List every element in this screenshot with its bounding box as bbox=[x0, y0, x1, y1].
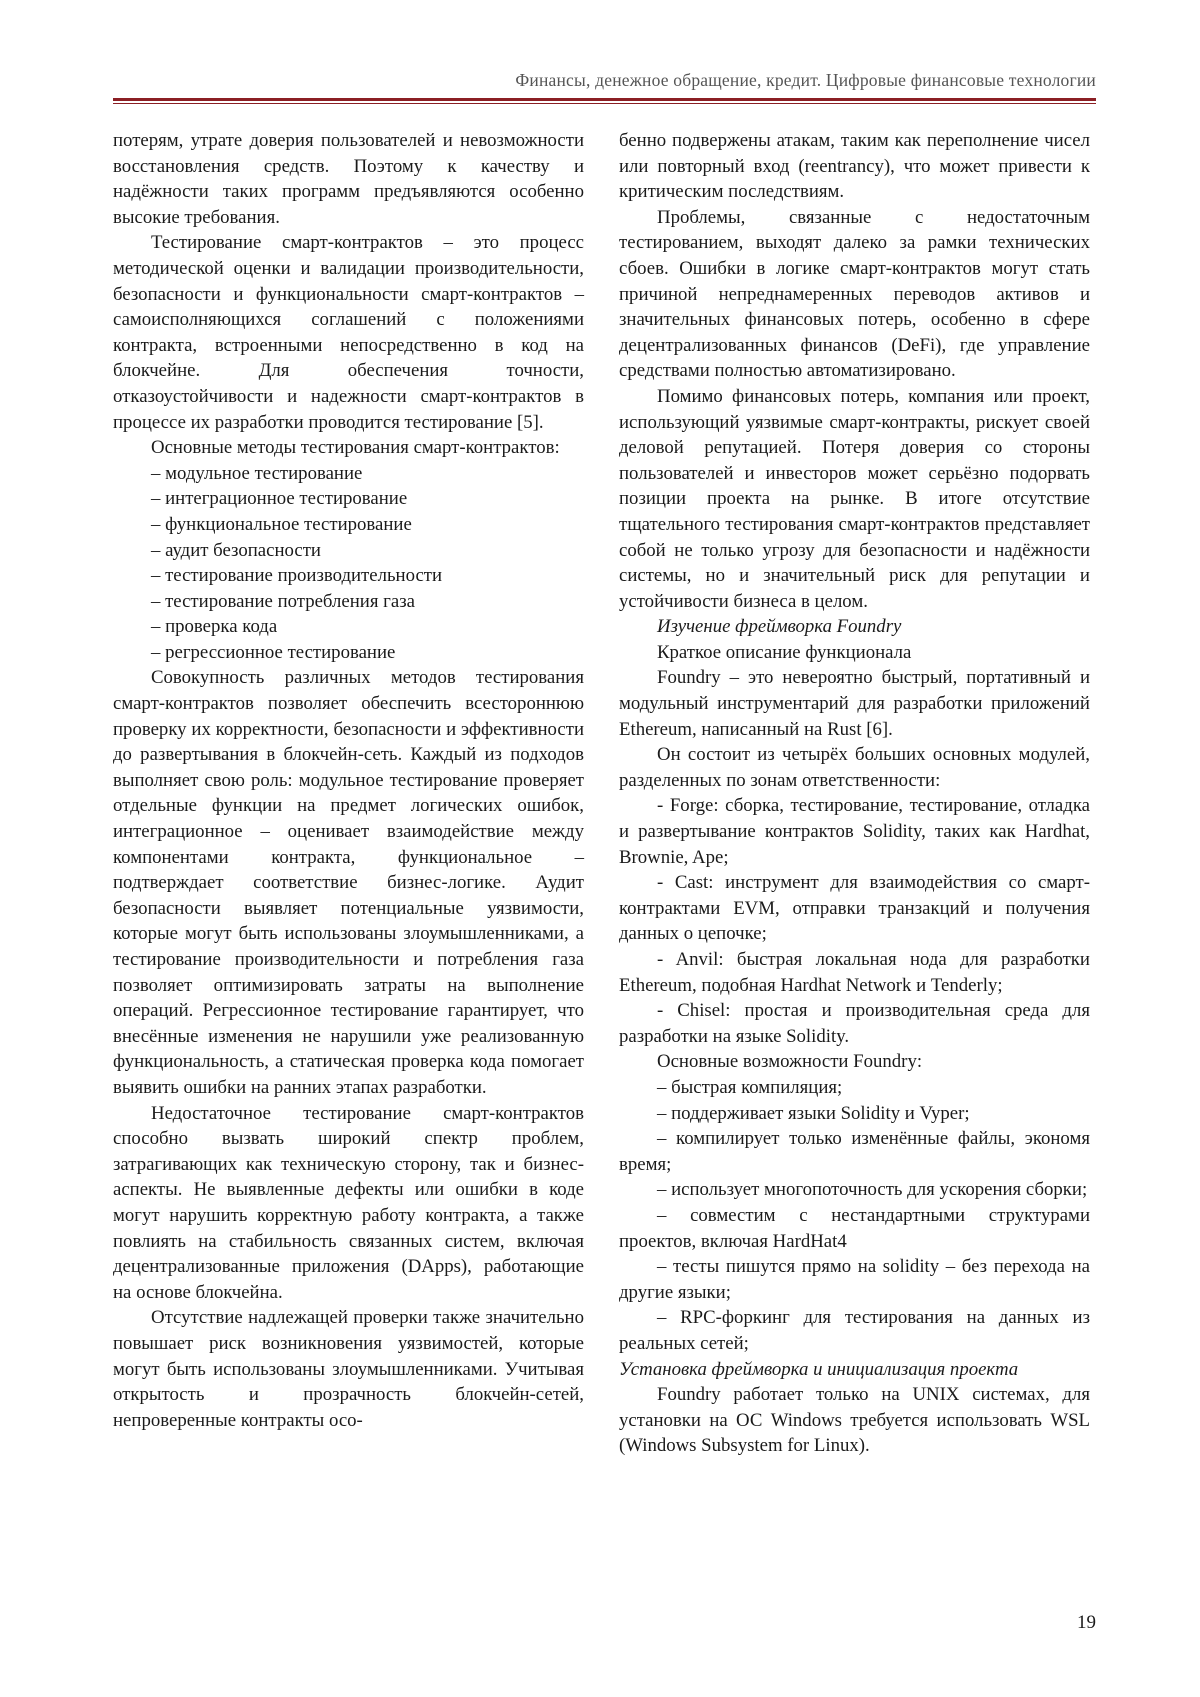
paragraph: – использует многопоточность для ускорения сборки; bbox=[657, 1179, 1088, 1201]
paragraph: - Cast: инструмент для взаимодействия со смарт-контрактами EVM, отправки транзакций и получения данных о цепочке; bbox=[619, 872, 1090, 945]
list-item: – модульное тестирование bbox=[151, 462, 363, 484]
paragraph: - Chisel: простая и производительная среда для разработки на языке Solidity. bbox=[619, 1000, 1090, 1047]
list-item: – тестирование производительности bbox=[151, 565, 443, 587]
paragraph: – поддерживает языки Solidity и Vyper; bbox=[657, 1102, 970, 1124]
list-item: – интеграционное тестирование bbox=[151, 488, 408, 510]
paragraph: Совокупность различных методов тестирования смарт-контрактов позволяет обеспечить всестороннюю проверку их корректности, безопасности и эффективности до развертывания в блокчейн-сеть. Каждый из подходов выполняет свою роль: модульное тестирование проверяет отдельные функции на предмет логических ошибок, интеграционное – оценивает взаимодействие между компонентами контракта, функциональное – подтверждает соответствие бизнес-логике. Аудит безопасности выявляет потенциальные уязвимости, которые могут быть использованы злоумышленниками, а тестирование производительности и потребления газа позволяет оптимизировать затраты на выполнение операций. Регрессионное тестирование гарантирует, что внесённые изменения не нарушили уже реализованную функциональность, а статическая проверка кода помогает выявить ошибки на ранних этапах разработки. bbox=[113, 667, 584, 1098]
paragraph: Он состоит из четырёх больших основных модулей, разделенных по зонам ответственности: bbox=[619, 744, 1090, 791]
running-header: Финансы, денежное обращение, кредит. Цифровые финансовые технологии bbox=[515, 70, 1096, 90]
paragraph: Foundry работает только на UNIX системах, для установки на ОС Windows требуется использовать WSL (Windows Subsystem for Linux). bbox=[619, 1384, 1090, 1457]
paragraph: потерям, утрате доверия пользователей и невозможности восстановления средств. Поэтому к качеству и надёжности таких программ предъявляются особенно высокие требования. bbox=[113, 130, 584, 228]
paragraph: - Forge: сборка, тестирование, тестирование, отладка и развертывание контрактов Solidity, таких как Hardhat, Brownie, Ape; bbox=[619, 795, 1090, 868]
paragraph: – совместим с нестандартными структурами проектов, включая HardHat4 bbox=[619, 1204, 1090, 1252]
paragraph: – компилирует только изменённые файлы, экономя время; bbox=[619, 1128, 1090, 1175]
header-rule-thick bbox=[113, 98, 1096, 101]
paragraph: Основные методы тестирования смарт-контрактов: bbox=[151, 437, 560, 459]
right-column bbox=[619, 128, 1090, 1459]
section-heading: Установка фреймворка и инициализация проекта bbox=[619, 1358, 1019, 1380]
list-item: – функциональное тестирование bbox=[151, 513, 412, 535]
paragraph: Недостаточное тестирование смарт-контрактов способно вызвать широкий спектр проблем, затрагивающих как техническую сторону, так и бизнес-аспекты. Не выявленные дефекты или ошибки в коде могут нарушить корректную работу контракта, а также повлиять на стабильность связанных систем, включая децентрализованные приложения (DApps), работающие на основе блокчейна. bbox=[113, 1102, 584, 1303]
paragraph: – RPC-форкинг для тестирования на данных из реальных сетей; bbox=[619, 1307, 1090, 1354]
list-item: – регрессионное тестирование bbox=[151, 641, 396, 663]
paragraph: – быстрая компиляция; bbox=[657, 1076, 843, 1098]
paragraph: бенно подвержены атакам, таким как переполнение чисел или повторный вход (reentrancy), что может привести к критическим последствиям. bbox=[619, 130, 1090, 203]
paragraph: Foundry – это невероятно быстрый, портативный и модульный инструментарий для разработки приложений Ethereum, написанный на Rust [6]. bbox=[619, 667, 1090, 740]
section-heading: Изучение фреймворка Foundry bbox=[657, 616, 902, 638]
paragraph: – тесты пишутся прямо на solidity – без перехода на другие языки; bbox=[619, 1256, 1090, 1303]
paragraph: Помимо финансовых потерь, компания или проект, использующий уязвимые смарт-контракты, рискует своей деловой репутацией. Потеря доверия со стороны пользователей и инвесторов может серьёзно подорвать позиции проекта на рынке. В итоге отсутствие тщательного тестирования смарт-контрактов представляет собой не только угрозу для безопасности и надёжности системы, но и значительный риск для репутации и устойчивости бизнеса в целом. bbox=[619, 385, 1090, 612]
header-rule-thin bbox=[113, 103, 1096, 104]
list-item: – аудит безопасности bbox=[151, 539, 321, 561]
page-number: 19 bbox=[1077, 1612, 1096, 1633]
list-item: – тестирование потребления газа bbox=[151, 590, 415, 612]
paragraph: Отсутствие надлежащей проверки также значительно повышает риск возникновения уязвимостей, которые могут быть использованы злоумышленниками. Учитывая открытость и прозрачность блокчейн-сетей, непроверенные контракты осо- bbox=[113, 1307, 584, 1431]
left-column bbox=[113, 128, 584, 1433]
paragraph: Основные возможности Foundry: bbox=[657, 1051, 923, 1073]
paragraph: Тестирование смарт-контрактов – это процесс методической оценки и валидации производительности, безопасности и функциональности смарт-контрактов – самоисполняющихся соглашений с положениями контракта, встроенными непосредственно в код на блокчейне. Для обеспечения точности, отказоустойчивости и надежности смарт-контрактов в процессе их разработки проводится тестирование [5]. bbox=[113, 232, 584, 433]
paragraph: Краткое описание функционала bbox=[657, 641, 912, 663]
paragraph: Проблемы, связанные с недостаточным тестированием, выходят далеко за рамки технических сбоев. Ошибки в логике смарт-контрактов могут стать причиной непреднамеренных переводов активов и значительных финансовых потерь, особенно в сфере децентрализованных финансов (DeFi), где управление средствами полностью автоматизировано. bbox=[619, 206, 1090, 382]
paragraph: - Anvil: быстрая локальная нода для разработки Ethereum, подобная Hardhat Network и Tenderly; bbox=[619, 949, 1090, 996]
list-item: – проверка кода bbox=[151, 616, 278, 638]
